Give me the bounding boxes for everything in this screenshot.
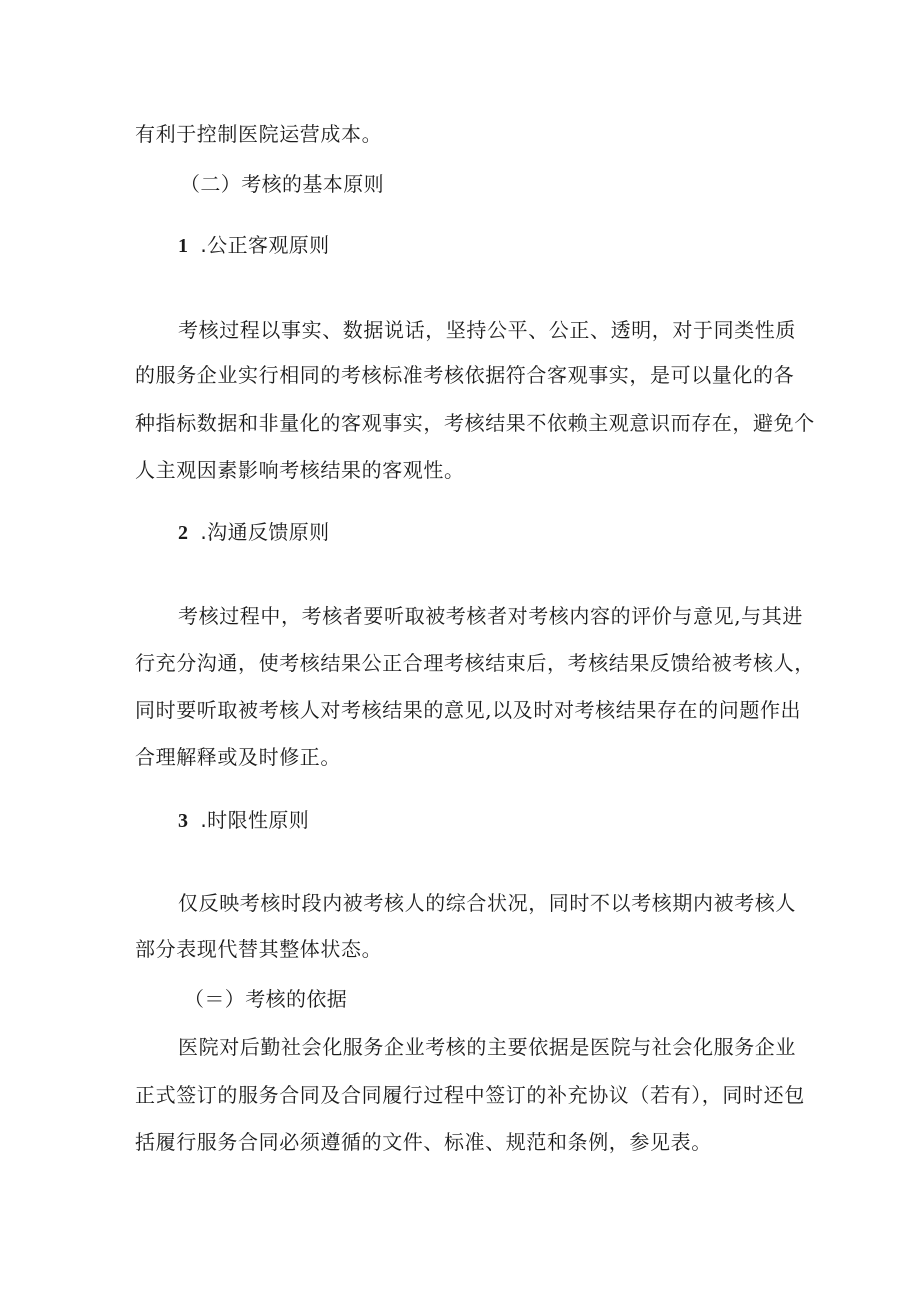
- section-heading: （二）考核的基本原则: [180, 172, 384, 196]
- subsection-heading: [178, 231, 330, 260]
- subsection-title: .公正客观原则: [200, 233, 330, 257]
- subsection-number: 1: [178, 235, 189, 257]
- paragraph-line: 括履行服务合同必须遵循的文件、标准、规范和条例，参见表。: [135, 1130, 712, 1154]
- subsection-title: .沟通反馈原则: [200, 520, 330, 544]
- paragraph-line: 的服务企业实行相同的考核标准考核依据符合客观事实，是可以量化的各: [135, 363, 795, 387]
- paragraph-line: 仅反映考核时段内被考核人的综合状况，同时不以考核期内被考核人: [178, 891, 796, 915]
- paragraph-line: 正式签订的服务合同及合同履行过程中签订的补充协议（若有），同时还包: [135, 1083, 805, 1107]
- paragraph-line: 医院对后勤社会化服务企业考核的主要依据是医院与社会化服务企业: [178, 1035, 796, 1059]
- subsection-number: 3: [178, 810, 189, 832]
- paragraph-line: 同时要听取被考核人对考核结果的意见,以及时对考核结果存在的问题作出: [135, 698, 802, 722]
- subsection-number: 2: [178, 522, 189, 544]
- paragraph-line: 考核过程以事实、数据说话，坚持公平、公正、透明，对于同类性质: [178, 318, 796, 342]
- paragraph-line: 考核过程中，考核者要听取被考核者对考核内容的评价与意见,与其进: [178, 604, 803, 628]
- section-heading: （＝）考核的依据: [184, 987, 348, 1011]
- subsection-title: .时限性原则: [200, 808, 310, 832]
- paragraph-line: 部分表现代替其整体状态。: [135, 937, 383, 961]
- paragraph-line: 行充分沟通，使考核结果公正合理考核结束后，考核结果反馈给被考核人，: [135, 651, 815, 675]
- subsection-heading: [178, 806, 309, 835]
- subsection-heading: [178, 518, 330, 547]
- paragraph-line: 合理解释或及时修正。: [135, 745, 341, 769]
- paragraph-line: 有利于控制医院运营成本。: [135, 122, 383, 146]
- paragraph-line: 人主观因素影响考核结果的客观性。: [135, 458, 465, 482]
- paragraph-line: 种指标数据和非量化的客观事实，考核结果不依赖主观意识而存在，避免个: [135, 411, 815, 435]
